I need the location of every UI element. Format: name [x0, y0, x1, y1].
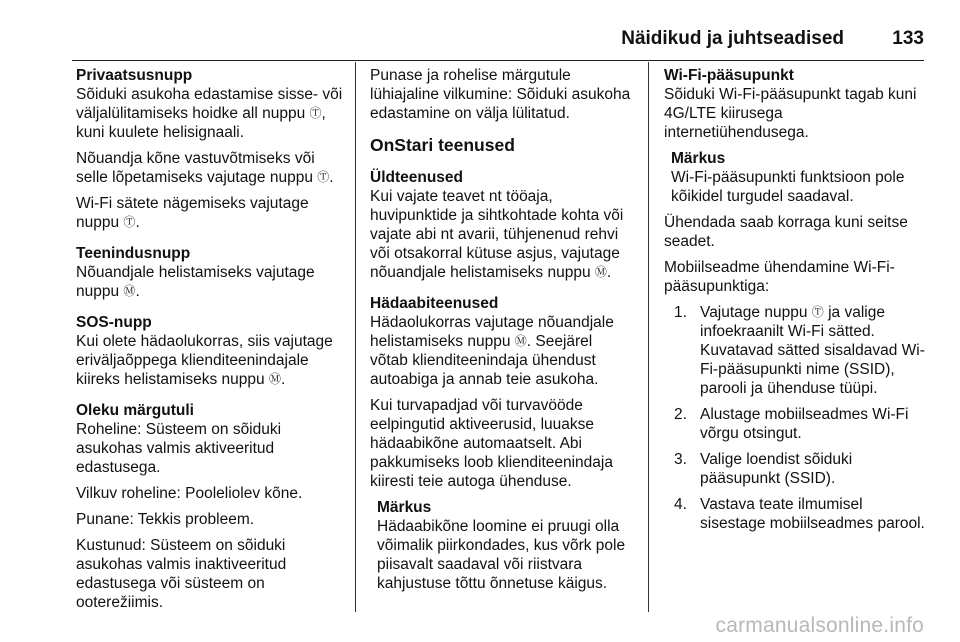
section-heading: Üldteenused [370, 169, 464, 186]
column-middle [370, 66, 634, 605]
column-right [664, 66, 930, 540]
section-oleku-margutuli [76, 401, 344, 612]
text: . [281, 371, 286, 388]
note-heading: Märkus [671, 150, 726, 167]
paragraph: Mobiilseadme ühendamine Wi-Fi-pääsupunktiga: [664, 259, 895, 295]
paragraph: Vilkuv roheline: Pooleliolev kõne. [76, 485, 303, 502]
paragraph [76, 332, 344, 389]
section-uldteenused [370, 168, 634, 282]
text: Nõuandjale helistamiseks vajutage nuppu [76, 264, 315, 300]
sos-button-icon: Ⓜ [268, 372, 281, 386]
paragraph: Sõiduki Wi-Fi-pääsupunkt tagab kuni 4G/LTE kiirusega internetiühendusega. [664, 86, 917, 141]
note-box [370, 498, 634, 593]
paragraph: Punane: Tekkis probleem. [76, 511, 255, 528]
paragraph [76, 85, 344, 142]
paragraph: Kustunud: Süsteem on sõiduki asukohas valmis inaktiveeritud edastusega või süsteem on ooterežiimis. [76, 537, 287, 611]
step-number: 2. [674, 406, 687, 423]
column-left [76, 66, 344, 624]
section-heading: Oleku märgutuli [76, 402, 194, 419]
privacy-button-icon: Ⓣ [811, 305, 824, 319]
section-sos-nupp [76, 313, 344, 389]
section-heading: Teenindusnupp [76, 245, 191, 262]
step-text: Valige loendist sõiduki pääsupunkt (SSID). [700, 451, 853, 487]
text: , kuni kuulete helisignaali. [76, 105, 326, 141]
section-hadaabiteenused [370, 294, 634, 593]
note-heading: Märkus [377, 499, 432, 516]
paragraph [76, 149, 344, 187]
paragraph: Punase ja rohelise märgutule lühiajaline vilkumine: Sõiduki asukoha edastamine on välja lülitatud. [370, 67, 631, 122]
paragraph [370, 187, 634, 282]
step-number: 1. [674, 304, 687, 321]
section-heading: SOS-nupp [76, 314, 152, 331]
section-heading: Wi-Fi-pääsupunkt [664, 67, 794, 84]
step-text: Vastava teate ilmumisel sisestage mobiilseadmes parool. [700, 496, 925, 532]
section-heading: Privaatsusnupp [76, 67, 193, 84]
list-item [664, 450, 930, 488]
text: . [329, 169, 334, 186]
text: . Seejärel võtab klienditeenindaja ühendust autoabiga ja annab teie asukoha. [370, 333, 599, 388]
list-item [664, 495, 930, 533]
text: Wi-Fi sätete nägemiseks vajutage nuppu [76, 195, 309, 231]
step-text [700, 303, 930, 398]
section-title: OnStari teenused [370, 135, 515, 155]
paragraph [76, 263, 344, 301]
page-header [72, 26, 924, 61]
paragraph [370, 313, 634, 389]
note-text: Hädaabikõne loomine ei pruugi olla võimalik piirkondades, kus võrk pole piisavalt saadaval või riistvara kahjustuse tõttu õnnetuse käigus. [377, 518, 626, 592]
sos-button-icon: Ⓜ [514, 334, 527, 348]
note-box [664, 149, 930, 206]
text: Hädaolukorras vajutage nõuandjale helistamiseks nuppu [370, 314, 614, 350]
paragraph [76, 194, 344, 232]
text: . [135, 283, 140, 300]
step-number: 4. [674, 496, 687, 513]
text: Kui olete hädaolukorras, siis vajutage eriväljaõppega klienditeenindajale kiireks helistamiseks nuppu [76, 333, 333, 388]
steps-list [664, 303, 930, 533]
privacy-button-icon: Ⓣ [309, 106, 322, 120]
list-item [664, 405, 930, 443]
section-heading: Hädaabiteenused [370, 295, 499, 312]
text: Nõuandja kõne vastuvõtmiseks või selle lõpetamiseks vajutage nuppu [76, 150, 318, 186]
list-item [664, 303, 930, 398]
page-title: Näidikud ja juhtseadised [621, 28, 844, 49]
section-teenindusnupp [76, 244, 344, 301]
privacy-button-icon: Ⓣ [317, 170, 330, 184]
text: Kui vajate teavet nt tööaja, huvipunktide ja sihtkohtade kohta või vajate abi nt avarii, tühjenenud rehvi või otsakorral kütuse asjus, vajutage nõuandjale helistamiseks nuppu [370, 188, 624, 281]
column-divider [355, 62, 356, 612]
paragraph: Kui turvapadjad või turvavööde eelpingutid aktiveerusid, luuakse hädaabikõne automaatselt. Abi pakkumiseks loob klienditeenindaja kiiresti teie autoga ühenduse. [370, 397, 613, 490]
column-divider [648, 62, 649, 612]
paragraph: Ühendada saab korraga kuni seitse seadet. [664, 214, 908, 250]
service-button-icon: Ⓜ [123, 284, 136, 298]
text: Vajutage nuppu [700, 304, 812, 321]
text: . [135, 214, 140, 231]
watermark: carmanualsonline.info [715, 614, 924, 637]
step-number: 3. [674, 451, 687, 468]
service-button-icon: Ⓜ [594, 265, 607, 279]
text: ja valige infoekraanilt Wi-Fi sätted. Kuvatavad sätted sisaldavad Wi-Fi-pääsupunkti nime (SSID), parooli ja ühenduse tüüpi. [700, 304, 925, 397]
step-text: Alustage mobiilseadmes Wi-Fi võrgu otsingut. [700, 406, 909, 442]
text: . [606, 264, 612, 281]
privacy-button-icon: Ⓣ [123, 215, 136, 229]
note-text: Wi-Fi-pääsupunkti funktsioon pole kõikidel turgudel saadaval. [671, 169, 905, 205]
paragraph: Roheline: Süsteem on sõiduki asukohas valmis aktiveeritud edastusega. [76, 421, 282, 476]
text: Sõiduki asukoha edastamise sisse- või väljalülitamiseks hoidke all nuppu [76, 86, 343, 122]
section-privaatsusnupp [76, 66, 344, 232]
page-number: 133 [892, 28, 924, 49]
